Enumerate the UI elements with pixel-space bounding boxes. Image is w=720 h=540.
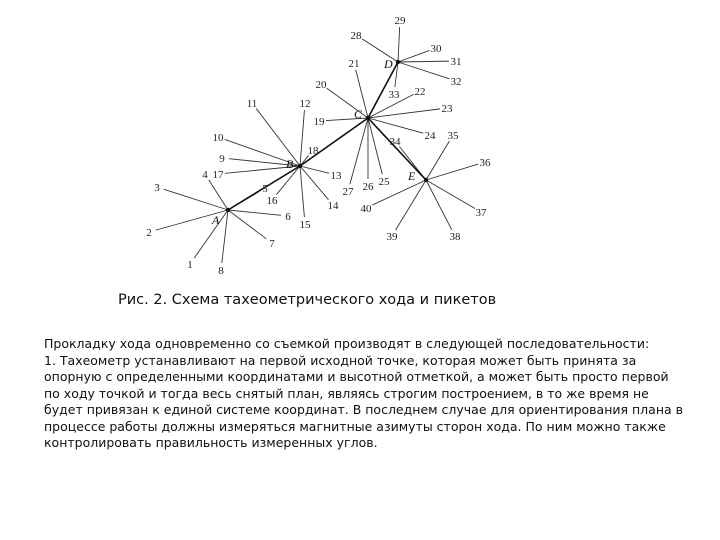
- picket-ray-14: [300, 166, 328, 200]
- picket-label-30: 30: [430, 43, 442, 55]
- station-label-D: D: [384, 57, 393, 71]
- picket-label-8: 8: [218, 265, 224, 277]
- picket-label-28: 28: [350, 30, 362, 42]
- picket-label-10: 10: [212, 132, 224, 144]
- picket-ray-7: [228, 210, 266, 239]
- picket-label-38: 38: [449, 231, 461, 243]
- intro-paragraph: Прокладку хода одновременно со съемкой производят в следующей последовательности:: [44, 336, 650, 351]
- picket-label-29: 29: [394, 15, 406, 27]
- picket-label-4: 4: [202, 169, 208, 181]
- picket-ray-4: [209, 180, 228, 210]
- picket-label-9: 9: [219, 153, 225, 165]
- picket-label-34: 34: [389, 136, 401, 148]
- picket-label-20: 20: [315, 79, 327, 91]
- picket-ray-32: [398, 62, 449, 79]
- station-point-E: [424, 178, 428, 182]
- picket-label-17: 17: [212, 169, 224, 181]
- picket-ray-6: [228, 210, 281, 215]
- station-point-D: [396, 60, 400, 64]
- station-point-B: [298, 164, 302, 168]
- picket-label-35: 35: [447, 130, 459, 142]
- picket-label-33: 33: [388, 89, 400, 101]
- picket-label-32: 32: [450, 76, 462, 88]
- picket-label-15: 15: [299, 219, 311, 231]
- picket-label-21: 21: [348, 58, 360, 70]
- traverse-leg-BC: [300, 118, 368, 166]
- picket-ray-13: [300, 166, 329, 173]
- picket-label-16: 16: [266, 195, 278, 207]
- picket-ray-29: [398, 27, 400, 62]
- body-text: [44, 336, 684, 452]
- picket-label-24: 24: [424, 130, 436, 142]
- picket-label-39: 39: [386, 231, 398, 243]
- picket-label-7: 7: [269, 238, 275, 250]
- picket-label-11: 11: [246, 98, 258, 110]
- station-label-E: E: [408, 169, 416, 183]
- picket-label-37: 37: [475, 207, 487, 219]
- picket-label-13: 13: [330, 170, 342, 182]
- picket-label-31: 31: [450, 56, 462, 68]
- picket-label-19: 19: [313, 116, 325, 128]
- traverse-svg: [140, 12, 500, 282]
- picket-label-25: 25: [378, 176, 390, 188]
- station-label-B: B: [286, 157, 294, 171]
- picket-label-36: 36: [479, 157, 491, 169]
- figure-caption: Рис. 2. Схема тахеометрического хода и пикетов: [118, 292, 497, 308]
- picket-ray-30: [398, 50, 429, 62]
- station-label-A: A: [212, 213, 220, 227]
- station-point-A: [226, 208, 230, 212]
- picket-ray-11: [256, 109, 300, 166]
- picket-ray-31: [398, 61, 449, 62]
- picket-label-6: 6: [285, 211, 291, 223]
- picket-ray-3: [164, 189, 228, 210]
- picket-label-23: 23: [441, 103, 453, 115]
- survey-traverse-diagram: [140, 12, 500, 282]
- picket-label-12: 12: [299, 98, 311, 110]
- picket-ray-15: [300, 166, 304, 217]
- picket-label-2: 2: [146, 227, 152, 239]
- traverse-leg-CE: [368, 118, 426, 180]
- picket-label-18: 18: [307, 145, 319, 157]
- picket-label-1: 1: [187, 259, 193, 271]
- picket-ray-23: [368, 109, 440, 118]
- station-point-C: [366, 116, 370, 120]
- picket-label-14: 14: [327, 200, 339, 212]
- picket-ray-24: [368, 118, 423, 133]
- picket-label-40: 40: [360, 203, 372, 215]
- picket-label-22: 22: [414, 86, 426, 98]
- station-label-C: C: [354, 107, 363, 121]
- step-1-paragraph: 1. Тахеометр устанавливают на первой исходной точке, которая может быть принята за опорную с определенными координатами и высотной отметкой, а может быть просто первой по ходу точкой и тогда весь снятый план, являясь строгим построением, в то же время не будет привязан к единой системе координат. В последнем случае для ориентирования плана в процессе работы должны измеряться магнитные азимуты сторон хода. По ним можно также контролировать правильность измеренных углов.: [44, 352, 683, 450]
- picket-label-26: 26: [362, 181, 374, 193]
- picket-label-5: 5: [262, 183, 268, 195]
- picket-label-27: 27: [342, 186, 354, 198]
- picket-label-3: 3: [154, 182, 160, 194]
- picket-ray-12: [300, 110, 304, 166]
